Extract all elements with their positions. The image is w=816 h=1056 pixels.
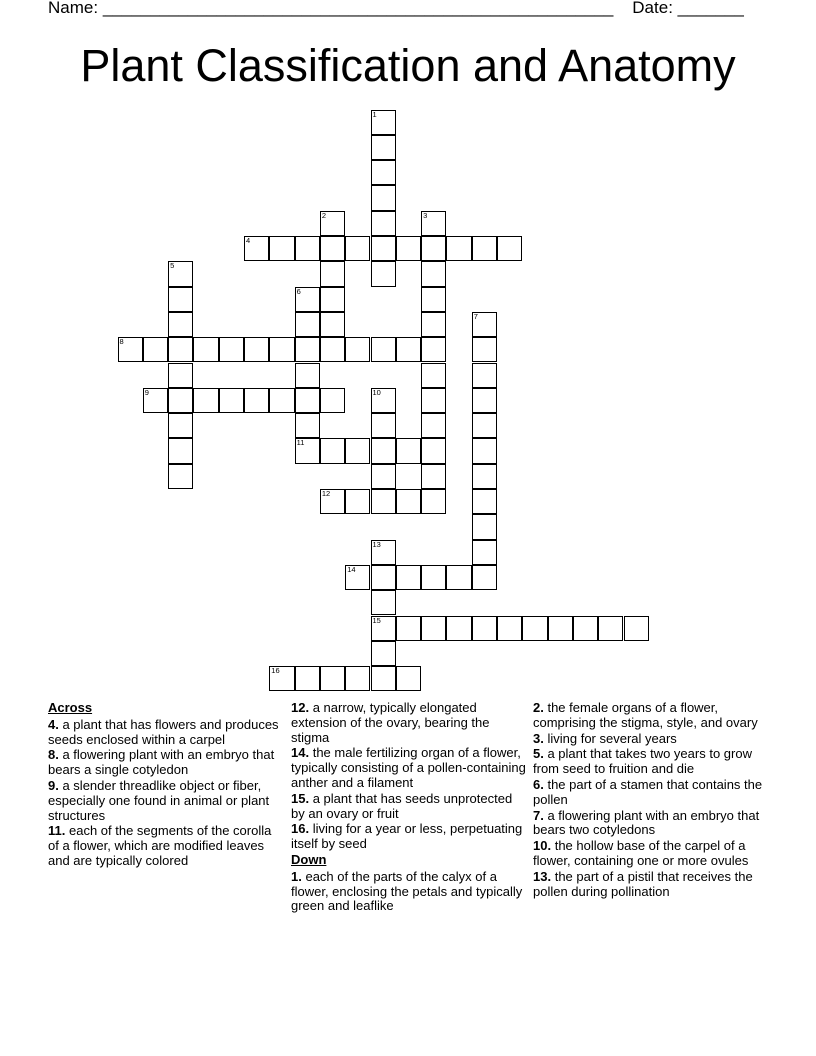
crossword-cell[interactable]: [345, 438, 370, 463]
clue-number: 9: [144, 387, 149, 397]
crossword-cell[interactable]: [371, 565, 396, 590]
crossword-cell[interactable]: [396, 236, 421, 261]
across-heading: Across: [48, 700, 93, 715]
crossword-cell[interactable]: [548, 616, 573, 641]
crossword-cell[interactable]: [371, 540, 396, 565]
crossword-cell[interactable]: [472, 514, 497, 539]
clue-down-13: 13. the part of a pistil that receives the pollen during pollination: [533, 868, 753, 899]
crossword-cell[interactable]: [320, 489, 345, 514]
down-heading: Down: [291, 851, 327, 867]
crossword-cell[interactable]: [193, 337, 218, 362]
crossword-cell[interactable]: [396, 565, 421, 590]
clue-column-3: [533, 701, 765, 900]
crossword-cell[interactable]: [371, 616, 396, 641]
crossword-cell[interactable]: [320, 388, 345, 413]
clue-across-16: 16. living for a year or less, perpetuating itself by seed: [291, 821, 523, 852]
crossword-cell[interactable]: [421, 565, 446, 590]
crossword-cell[interactable]: [421, 438, 446, 463]
crossword-cell[interactable]: [371, 464, 396, 489]
clue-across-8: 8. a flowering plant with an embryo that bears a single cotyledon: [48, 747, 275, 778]
crossword-cell[interactable]: [573, 616, 598, 641]
crossword-cell[interactable]: [421, 287, 446, 312]
crossword-cell[interactable]: [193, 388, 218, 413]
crossword-cell[interactable]: [371, 185, 396, 210]
clue-across-15: 15. a plant that has seeds unprotected by an ovary or fruit: [291, 790, 513, 821]
clue-number: 8: [119, 337, 124, 347]
clue-across-4: 4. a plant that has flowers and produces seeds enclosed within a carpel: [48, 716, 279, 747]
clue-number: 5: [170, 261, 175, 271]
crossword-cell[interactable]: [446, 236, 471, 261]
crossword-cell[interactable]: [345, 666, 370, 691]
crossword-cell[interactable]: [345, 565, 370, 590]
crossword-cell[interactable]: [269, 236, 294, 261]
crossword-cell[interactable]: [295, 388, 320, 413]
crossword-cell[interactable]: [472, 565, 497, 590]
crossword-cell[interactable]: [421, 363, 446, 388]
crossword-cell[interactable]: [269, 666, 294, 691]
crossword-cell[interactable]: [396, 616, 421, 641]
crossword-cell[interactable]: [244, 388, 269, 413]
crossword-cell[interactable]: [143, 388, 168, 413]
crossword-cell[interactable]: [522, 616, 547, 641]
crossword-cell[interactable]: [371, 590, 396, 615]
crossword-cell[interactable]: [421, 413, 446, 438]
clue-number: 14: [347, 564, 356, 574]
clue-down-2: 2. the female organs of a flower, comprising the stigma, style, and ovary: [533, 700, 758, 730]
crossword-cell[interactable]: [421, 312, 446, 337]
crossword-cell[interactable]: [396, 666, 421, 691]
crossword-cell[interactable]: [371, 135, 396, 160]
crossword-cell[interactable]: [320, 236, 345, 261]
clue-number: 13: [372, 539, 381, 549]
clue-number: 2: [321, 210, 327, 220]
crossword-cell[interactable]: [219, 337, 244, 362]
crossword-cell[interactable]: [472, 540, 497, 565]
clue-across-9: 9. a slender threadlike object or fiber, especially one found in animal or plant structures: [48, 777, 270, 823]
crossword-cell[interactable]: [295, 666, 320, 691]
crossword-cell[interactable]: [320, 287, 345, 312]
crossword-cell[interactable]: [421, 489, 446, 514]
crossword-cell[interactable]: [295, 337, 320, 362]
crossword-cell[interactable]: [269, 337, 294, 362]
clue-number: 6: [296, 286, 301, 296]
crossword-cell[interactable]: [320, 438, 345, 463]
clue-down-3: 3. living for several years: [533, 730, 677, 746]
crossword-cell[interactable]: [118, 337, 143, 362]
clue-number: 16: [271, 666, 280, 676]
clue-across-11: 11. each of the segments of the corolla of a flower, which are modified leaves and are typically colored: [48, 823, 272, 868]
crossword-cell[interactable]: [295, 236, 320, 261]
crossword-cell[interactable]: [421, 464, 446, 489]
crossword-cell[interactable]: [168, 363, 193, 388]
crossword-cell[interactable]: [345, 489, 370, 514]
crossword-cell[interactable]: [320, 337, 345, 362]
crossword-cell[interactable]: [244, 337, 269, 362]
crossword-cell[interactable]: [421, 388, 446, 413]
crossword-cell[interactable]: [396, 438, 421, 463]
crossword-cell[interactable]: [371, 211, 396, 236]
name-label: Name:: [48, 0, 99, 17]
crossword-cell[interactable]: [371, 489, 396, 514]
crossword-cell[interactable]: [396, 337, 421, 362]
clue-number: 3: [423, 210, 428, 220]
crossword-cell[interactable]: [371, 337, 396, 362]
crossword-cell[interactable]: [295, 438, 320, 463]
name-line[interactable]: ______________________________________________________: [102, 0, 614, 17]
clue-number: 7: [473, 311, 478, 321]
crossword-cell[interactable]: [295, 312, 320, 337]
crossword-cell[interactable]: [345, 236, 370, 261]
crossword-cell[interactable]: [421, 337, 446, 362]
crossword-cell[interactable]: [168, 413, 193, 438]
crossword-cell[interactable]: [598, 616, 623, 641]
crossword-cell[interactable]: [497, 616, 522, 641]
crossword-cell[interactable]: [295, 363, 320, 388]
crossword-cell[interactable]: [320, 211, 345, 236]
crossword-cell[interactable]: [168, 438, 193, 463]
crossword-cell[interactable]: [472, 464, 497, 489]
clue-down-6: 6. the part of a stamen that contains the pollen: [533, 776, 763, 807]
clue-column-1: [48, 701, 280, 870]
crossword-cell[interactable]: [168, 287, 193, 312]
clue-across-14: 14. the male fertilizing organ of a flower, typically consisting of a pollen-containing anther and a filament: [291, 745, 526, 790]
crossword-cell[interactable]: [472, 489, 497, 514]
crossword-cell[interactable]: [472, 388, 497, 413]
crossword-cell[interactable]: [244, 236, 269, 261]
clue-number: 15: [372, 615, 381, 625]
clue-across-12: 12. a narrow, typically elongated extension of the ovary, bearing the stigma: [291, 700, 490, 745]
clue-number: 1: [372, 109, 377, 119]
crossword-cell[interactable]: [472, 363, 497, 388]
crossword-cell[interactable]: [421, 211, 446, 236]
clue-down-10: 10. the hollow base of the carpel of a flower, containing one or more ovules: [533, 838, 749, 868]
crossword-cell[interactable]: [472, 413, 497, 438]
crossword-cell[interactable]: [168, 337, 193, 362]
crossword-cell[interactable]: [371, 641, 396, 666]
crossword-cell[interactable]: [472, 616, 497, 641]
crossword-cell[interactable]: [371, 388, 396, 413]
crossword-cell[interactable]: [320, 666, 345, 691]
crossword-cell[interactable]: [421, 236, 446, 261]
crossword-cell[interactable]: [345, 337, 370, 362]
crossword-cell[interactable]: [396, 489, 421, 514]
crossword-cell[interactable]: [371, 110, 396, 135]
clue-number: 4: [246, 236, 251, 245]
crossword-cell[interactable]: [295, 413, 320, 438]
crossword-cell[interactable]: [168, 261, 193, 286]
crossword-cell[interactable]: [371, 236, 396, 261]
crossword-cell[interactable]: [497, 236, 522, 261]
crossword-cell[interactable]: [371, 160, 396, 185]
crossword-cell[interactable]: [320, 261, 345, 286]
crossword-cell[interactable]: [472, 438, 497, 463]
crossword-cell[interactable]: [371, 666, 396, 691]
crossword-cell[interactable]: [371, 261, 396, 286]
crossword-cell[interactable]: [472, 312, 497, 337]
clue-number: 12: [321, 489, 331, 498]
clue-column-2: [291, 701, 527, 915]
clue-down-5: 5. a plant that takes two years to grow from seed to fruition and die: [533, 746, 752, 777]
crossword-cell[interactable]: [143, 337, 168, 362]
clue-number: 11: [296, 438, 305, 448]
crossword-cell[interactable]: [421, 261, 446, 286]
crossword-cell[interactable]: [472, 337, 497, 362]
crossword-cell[interactable]: [371, 413, 396, 438]
page-title: Plant Classification and Anatomy: [80, 40, 736, 91]
crossword-cell[interactable]: [168, 464, 193, 489]
crossword-cell[interactable]: [371, 438, 396, 463]
clue-down-7: 7. a flowering plant with an embryo that bears two cotyledons: [533, 807, 760, 838]
date-label: Date:: [632, 0, 673, 17]
crossword-cell[interactable]: [320, 312, 345, 337]
crossword-cell[interactable]: [446, 616, 471, 641]
crossword-cell[interactable]: [421, 616, 446, 641]
crossword-cell[interactable]: [446, 565, 471, 590]
crossword-cell[interactable]: [624, 616, 649, 641]
crossword-cell[interactable]: [295, 287, 320, 312]
crossword-cell[interactable]: [219, 388, 244, 413]
crossword-cell[interactable]: [168, 388, 193, 413]
clue-number: 10: [372, 387, 381, 397]
crossword-cell[interactable]: [269, 388, 294, 413]
date-line[interactable]: _______: [677, 0, 744, 17]
crossword-cell[interactable]: [168, 312, 193, 337]
clue-down-1: 1. each of the parts of the calyx of a flower, enclosing the petals and typically green and leaflike: [291, 868, 523, 914]
crossword-cell[interactable]: [472, 236, 497, 261]
